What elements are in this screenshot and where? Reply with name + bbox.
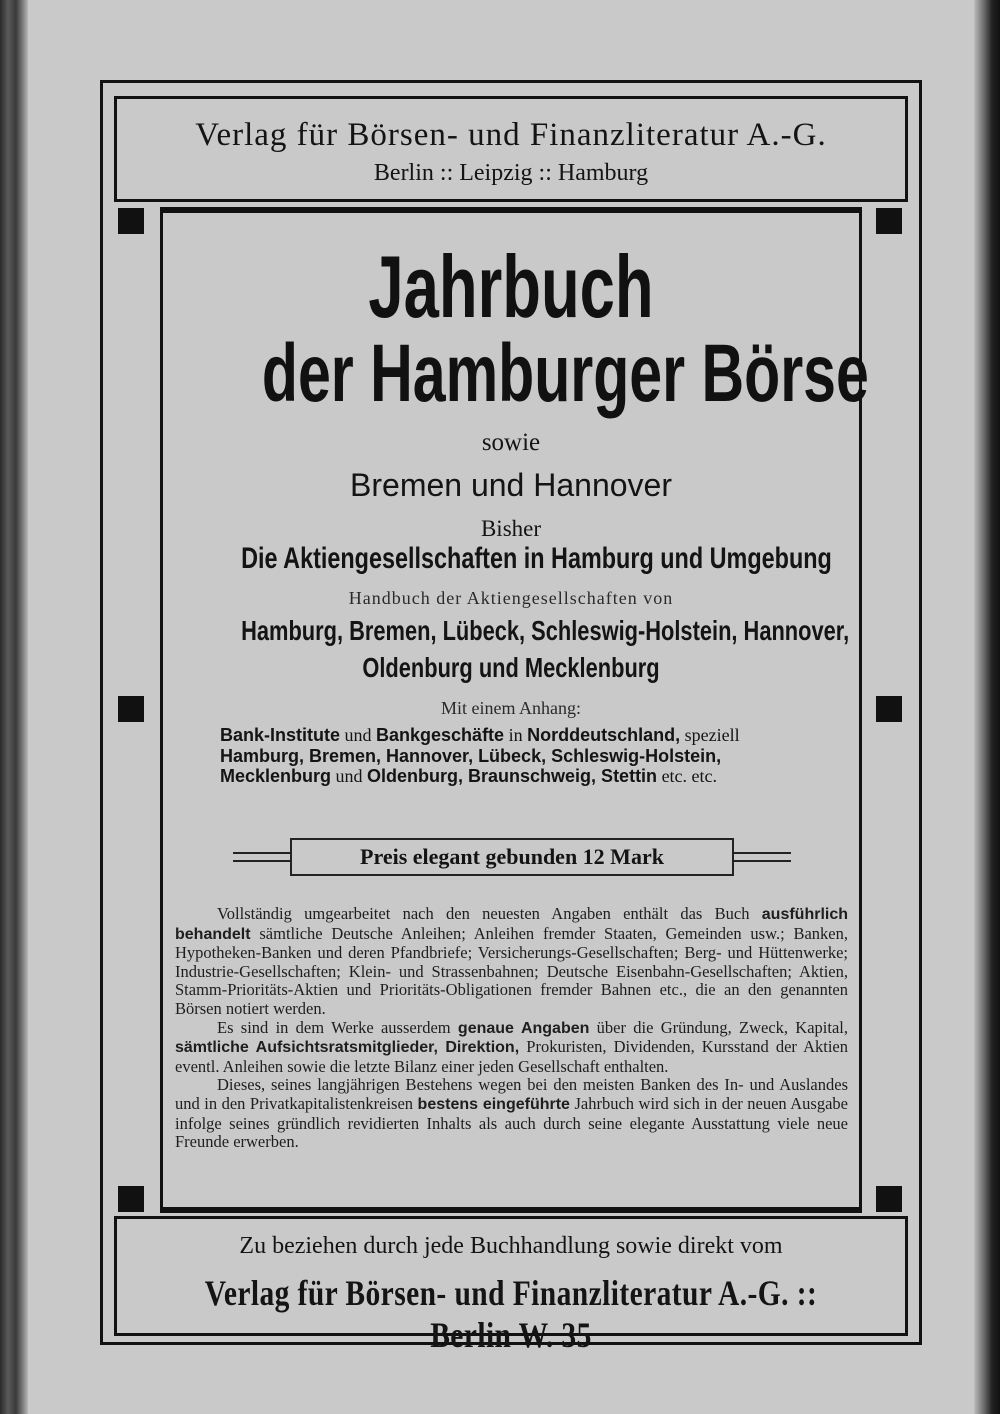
- appendix-intro: Mit einem Anhang:: [441, 697, 581, 718]
- ornament-rule: [160, 1210, 862, 1213]
- description-run: Vollständig umgearbeitet nach den neuesten Angaben enthält das Buch: [217, 904, 762, 923]
- order-footer: [114, 1216, 908, 1355]
- description-text: [175, 905, 848, 1152]
- publisher-name: Verlag für Börsen- und Finanzliteratur A.-G.: [195, 117, 827, 153]
- conjunction-sowie: sowie: [481, 429, 541, 456]
- ornament-square: [118, 1186, 144, 1212]
- ornament-square: [876, 696, 902, 722]
- description-paragraph: [175, 1019, 848, 1077]
- appendix-text: [220, 725, 820, 788]
- description-run: über die Gründung, Zweck, Kapital,: [589, 1017, 849, 1037]
- page-right-edge: [974, 0, 1000, 1414]
- description-bold-run: sämtliche Aufsichtsratsmitglieder, Direktion,: [175, 1039, 520, 1057]
- appendix-bold-run: Bankgeschäfte: [376, 724, 505, 745]
- description-paragraph: [175, 1076, 848, 1151]
- order-info: Zu beziehen durch jede Buchhandlung sowie direkt vom: [239, 1233, 783, 1259]
- handbook-label: Handbuch der Aktiengesellschaften von: [348, 588, 674, 608]
- appendix-run: in: [504, 724, 528, 745]
- publisher-cities: Berlin :: Leipzig :: Hamburg: [373, 160, 649, 186]
- regions-line-1: Hamburg, Bremen, Lübeck, Schleswig-Holstein, Hannover,: [241, 615, 850, 646]
- order-publisher: Verlag für Börsen- und Finanzliteratur A.-G. :: Berlin W. 35: [204, 1273, 818, 1355]
- description-run: Dieses, seines langjährigen Bestehens wegen bei den meisten Banken des In- und Auslandes und in den Privatkapitalistenkreisen: [175, 1075, 848, 1113]
- ornament-square: [118, 208, 144, 234]
- subtitle: Bremen und Hannover: [350, 467, 672, 503]
- description-paragraph: [175, 905, 848, 1019]
- ornament-square: [876, 208, 902, 234]
- price-text: Preis elegant gebunden 12 Mark: [360, 844, 664, 869]
- appendix-run: und: [331, 766, 368, 787]
- price-rule: [734, 860, 791, 862]
- appendix-bold-run: Bank-Institute: [220, 724, 341, 745]
- appendix-run: und: [340, 724, 377, 745]
- description-run: Prokuristen, Dividenden, Kursstand der Aktien eventl. Anleihen sowie die letzte Bilanz einer jeden Gesellschaft enthalten.: [175, 1037, 849, 1076]
- ornament-rule: [160, 207, 862, 210]
- price-rule: [233, 852, 290, 854]
- description-run: sämtliche Deutsche Anleihen; Anleihen fremder Staaten, Gemeinden usw.; Banken, Hypotheken-Banken und deren Pfandbriefe; Versicherungs-Gesellschaften; Berg- und Hüttenwerke; Industrie-Gesellschaften; Klein- und Strassenbahnen; Deutsche Eisenbahn-Gesellschaften; Aktien, Stamm-Prioritäts-Aktien und Prioritäts-Obligationen fremder Bahnen etc., die an den genannten Börsen notiert werden.: [175, 923, 848, 1018]
- price-banner: [233, 838, 793, 880]
- appendix-bold-run: Oldenburg, Braunschweig, Stettin: [367, 766, 658, 787]
- regions-line-2: Oldenburg und Mecklenburg: [362, 652, 660, 684]
- price-rule: [233, 860, 290, 862]
- appendix-bold-run: Hamburg, Bremen, Hannover, Lübeck, Schleswig-Holstein, Mecklenburg: [220, 745, 722, 787]
- main-content: [165, 215, 869, 787]
- price-box: [290, 838, 734, 876]
- formerly-label: Bisher: [480, 516, 542, 541]
- price-rule: [734, 852, 791, 854]
- appendix-bold-run: Norddeutschland,: [527, 724, 681, 745]
- appendix-run: speziell: [680, 724, 740, 745]
- description-run: Jahrbuch wird sich in der neuen Ausgabe infolge seines gründlich revidierten Inhalts als auch durch seine elegante Ausstattung viele neue Freunde erwerben.: [175, 1093, 849, 1152]
- title-line-1: Jahrbuch: [368, 237, 654, 336]
- ornament-square: [876, 1186, 902, 1212]
- appendix-run: etc. etc.: [657, 766, 718, 787]
- description-bold-run: bestens eingeführte: [417, 1095, 570, 1113]
- publisher-header: [114, 96, 908, 202]
- ornament-square: [118, 696, 144, 722]
- former-title: Die Aktiengesellschaften in Hamburg und Umgebung: [241, 542, 832, 575]
- description-run: Es sind in dem Werke ausserdem: [217, 1017, 458, 1037]
- description-bold-run: genaue Angaben: [457, 1019, 590, 1037]
- title-line-2: der Hamburger Börse: [261, 328, 869, 419]
- description-bold-run: ausführlich behandelt: [175, 906, 848, 943]
- book-spine-edge: [0, 0, 28, 1414]
